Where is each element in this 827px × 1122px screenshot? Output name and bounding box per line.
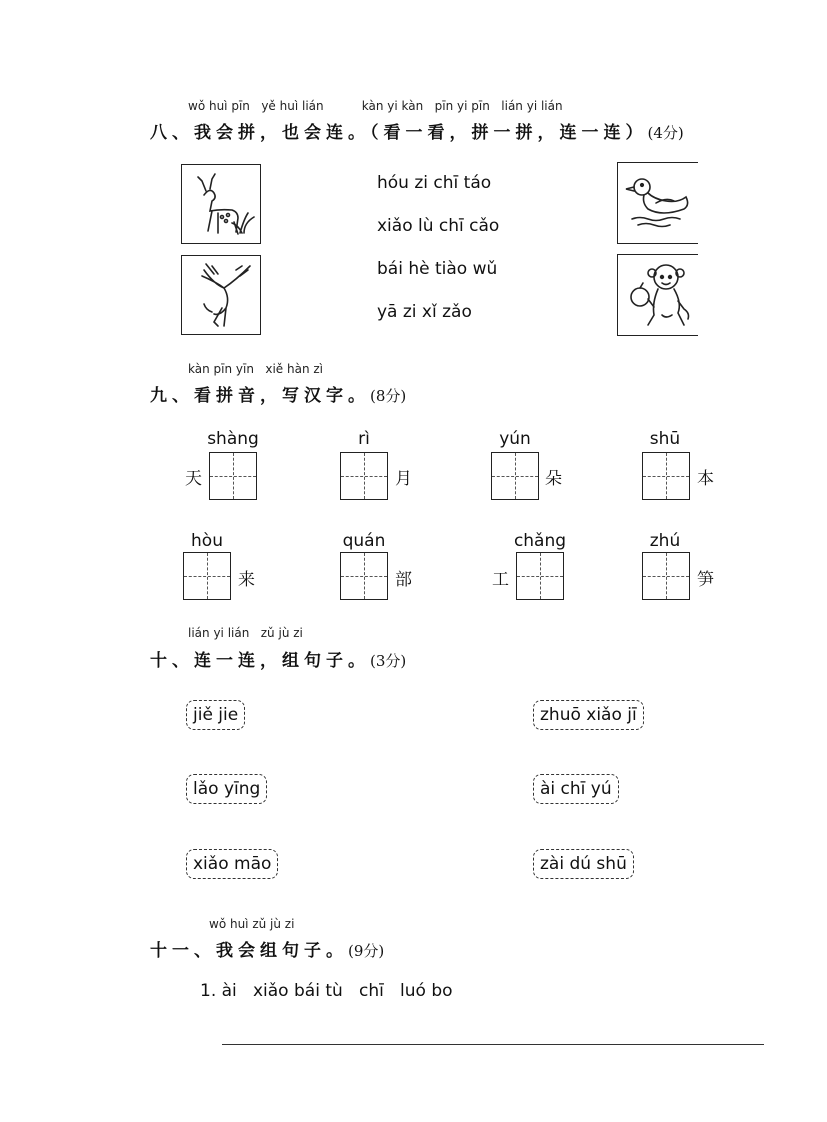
crane-icon (182, 256, 260, 334)
match-card-right-2[interactable]: ài chī yú (533, 774, 619, 804)
s11-pinyin: wǒ huì zǔ jù zi (209, 917, 295, 931)
word-pinyin: shàng (207, 429, 259, 449)
writing-box[interactable] (183, 552, 231, 600)
match-card-left-3[interactable]: xiǎo māo (186, 849, 278, 879)
s9-pinyin: kàn pīn yīn xiě hàn zì (188, 362, 324, 376)
writing-box[interactable] (340, 452, 388, 500)
writing-box[interactable] (491, 452, 539, 500)
s11-title-text: 十一、我会组句子。 (150, 941, 348, 961)
s11-title (150, 936, 384, 961)
s8-pinyin: wǒ huì pīn yě huì lián kàn yi kàn pīn yi pīn lián yi lián (188, 99, 563, 113)
s11-points: (9分) (348, 942, 385, 960)
word-pinyin: zhú (649, 531, 681, 551)
s9-title-text: 九、看拼音，写汉字。 (150, 386, 370, 406)
duck-picture (617, 162, 698, 244)
deer-icon (182, 165, 260, 243)
writing-box[interactable] (209, 452, 257, 500)
s8-title-text: 八、我会拼，也会连。（看一看，拼一拼，连一连） (150, 123, 648, 143)
writing-box[interactable] (516, 552, 564, 600)
writing-box[interactable] (642, 452, 690, 500)
s9-title (150, 381, 406, 406)
word-pinyin: quán (342, 531, 386, 551)
word-pinyin: rì (358, 429, 370, 449)
s8-points: (4分) (647, 124, 684, 142)
match-card-left-2[interactable]: lǎo yīng (186, 774, 267, 804)
word-char: 部 (395, 570, 412, 590)
word-char: 工 (492, 570, 509, 590)
phrase-3: bái hè tiào wǔ (377, 259, 498, 279)
s9-points: (8分) (370, 387, 407, 405)
s10-points: (3分) (370, 652, 407, 670)
duck-icon (618, 163, 698, 243)
s8-title (150, 118, 684, 143)
word-pinyin: chǎng (513, 531, 567, 551)
word-char: 本 (697, 469, 714, 489)
word-char: 朵 (545, 469, 562, 489)
answer-line[interactable] (222, 1044, 764, 1045)
s10-title (150, 646, 406, 671)
monkey-picture (617, 254, 698, 336)
word-char: 来 (238, 570, 255, 590)
phrase-1: hóu zi chī táo (377, 173, 492, 193)
match-card-left-1[interactable]: jiě jie (186, 700, 245, 730)
writing-box[interactable] (642, 552, 690, 600)
match-card-right-3[interactable]: zài dú shū (533, 849, 634, 879)
word-pinyin: yún (499, 429, 531, 449)
monkey-icon (618, 255, 698, 335)
word-pinyin: shū (649, 429, 681, 449)
crane-picture (181, 255, 261, 335)
phrase-4: yā zi xǐ zǎo (377, 302, 472, 322)
s10-pinyin: lián yi lián zǔ jù zi (188, 626, 303, 640)
question-1: 1. ài xiǎo bái tù chī luó bo (200, 981, 453, 1001)
match-card-right-1[interactable]: zhuō xiǎo jī (533, 700, 644, 730)
word-char: 月 (395, 469, 412, 489)
s10-title-text: 十、连一连，组句子。 (150, 651, 370, 671)
word-pinyin: hòu (191, 531, 223, 551)
phrase-2: xiǎo lù chī cǎo (377, 216, 500, 236)
word-char: 天 (185, 469, 202, 489)
deer-picture (181, 164, 261, 244)
writing-box[interactable] (340, 552, 388, 600)
word-char: 笋 (697, 570, 714, 590)
